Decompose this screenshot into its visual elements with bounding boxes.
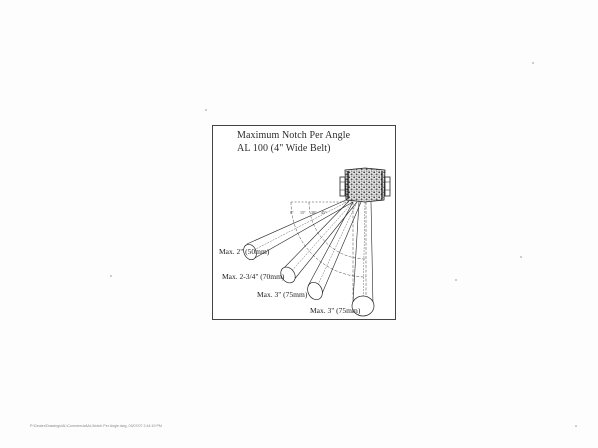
scan-speck bbox=[532, 62, 534, 64]
side-roller-right bbox=[385, 177, 390, 196]
max-label-2: Max. 2-3/4" (70mm) bbox=[222, 272, 285, 281]
angle-label-0: 0° bbox=[290, 210, 294, 215]
diagram-title: Maximum Notch Per Angle bbox=[237, 130, 351, 141]
max-label-1: Max. 2" (50mm) bbox=[219, 247, 270, 256]
max-label-4: Max. 3" (75mm) bbox=[310, 306, 361, 315]
diagram-subtitle: AL 100 (4" Wide Belt) bbox=[237, 143, 331, 154]
scan-speck bbox=[455, 279, 457, 281]
angle-label-30: 30° bbox=[311, 210, 317, 215]
angle-label-15: 15° bbox=[300, 210, 306, 215]
file-path-footer: P:\Dealer\Drawings\AL\Commercial\AL\Notch Per Angle.dwg, 03/07/07 2:44:19 PM bbox=[30, 424, 162, 428]
scan-speck bbox=[575, 425, 577, 427]
belt-block bbox=[345, 168, 385, 202]
angle-label-45: 45° bbox=[321, 210, 327, 215]
scan-speck bbox=[520, 256, 522, 258]
scan-speck bbox=[110, 275, 112, 277]
max-label-3: Max. 3" (75mm) bbox=[257, 290, 308, 299]
diagram-frame bbox=[212, 125, 396, 320]
scan-speck bbox=[205, 109, 207, 111]
notch-tube-3 bbox=[305, 202, 361, 302]
side-roller-left bbox=[340, 177, 345, 196]
